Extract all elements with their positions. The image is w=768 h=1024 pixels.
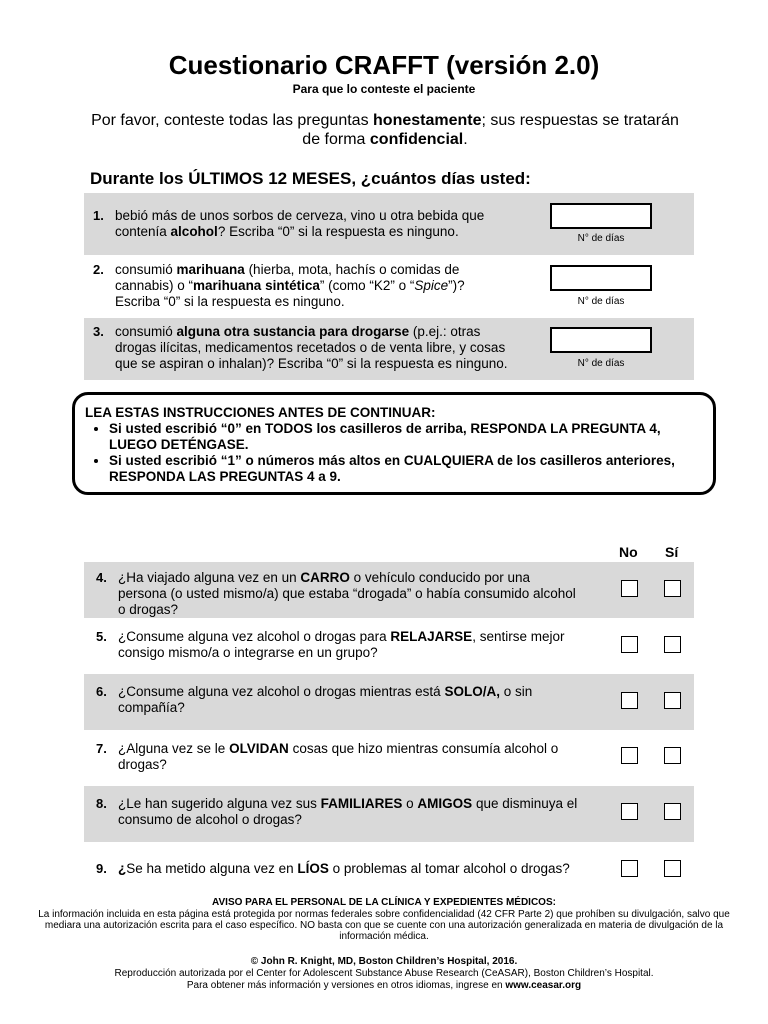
text-bold: OLVIDAN — [229, 741, 289, 756]
days-input-box[interactable] — [550, 203, 652, 229]
text-part: que disminuya el consumo de alcohol o drogas? — [118, 796, 578, 827]
copyright: © John R. Knight, MD, Boston Children’s Hospital, 2016. — [250, 956, 518, 967]
no-checkbox[interactable] — [621, 692, 638, 709]
text-bold: RELAJARSE — [390, 629, 473, 644]
question-text — [115, 324, 510, 372]
question-number: 1. — [93, 208, 104, 223]
page-title: Cuestionario CRAFFT (versión 2.0) — [168, 50, 600, 80]
text-part: o vehículo conducido por una persona (o usted mismo/a) que estaba “drogada” o había consumido alcohol o drogas? — [118, 570, 576, 617]
question-text — [118, 684, 578, 716]
question-number: 5. — [96, 629, 107, 644]
si-checkbox[interactable] — [664, 803, 681, 820]
instructions-list — [85, 421, 703, 485]
instructions-heading: LEA ESTAS INSTRUCCIONES ANTES DE CONTINUAR: — [85, 405, 436, 420]
days-input-box[interactable] — [550, 327, 652, 353]
text-bold: alcohol — [170, 224, 218, 239]
no-column-header: No — [619, 544, 638, 560]
question-number: 2. — [93, 262, 104, 277]
question-text — [115, 262, 510, 310]
reproduction-note: Reproducción autorizada por el Center for Adolescent Substance Abuse Research (CeASAR), Boston Children’s Hospital. — [114, 968, 654, 979]
yesno-question-row — [84, 786, 694, 842]
text-bold: SOLO/A, — [444, 684, 500, 699]
text-italic: Spice — [414, 278, 449, 293]
intro-bold: confidencial — [369, 131, 464, 148]
si-checkbox[interactable] — [664, 747, 681, 764]
intro-part: Por favor, conteste todas las preguntas — [91, 112, 374, 129]
question-number: 3. — [93, 324, 104, 339]
text-part: ” (como “K2” o “ — [319, 278, 415, 293]
more-info-text: Para obtener más información y versiones en otros idiomas, ingrese en — [186, 980, 506, 991]
text-part: ¿Consume alguna vez alcohol o drogas mientras está — [118, 684, 445, 699]
question-number: 4. — [96, 570, 107, 585]
text-bold: LÍOS — [297, 861, 329, 876]
question-number: 9. — [96, 861, 107, 876]
yesno-question-row — [84, 562, 694, 618]
text-bold: FAMILIARES — [320, 796, 403, 811]
si-checkbox[interactable] — [664, 636, 681, 653]
text-part: o — [402, 796, 418, 811]
no-checkbox[interactable] — [621, 860, 638, 877]
text-part: ¿Ha viajado alguna vez en un — [118, 570, 301, 585]
text-bold: AMIGOS — [417, 796, 473, 811]
text-part: o problemas al tomar alcohol o drogas? — [328, 861, 570, 876]
question-text — [118, 570, 578, 618]
text-part: , sentirse mejor consigo mismo/a o integrarse en un grupo? — [118, 629, 565, 660]
text-part: consumió — [115, 262, 177, 277]
instructions-box — [72, 392, 716, 495]
no-checkbox[interactable] — [621, 747, 638, 764]
days-input-box[interactable] — [550, 265, 652, 291]
more-info — [20, 980, 748, 991]
intro-bold: honestamente — [373, 112, 482, 129]
days-label: N° de días — [577, 233, 625, 244]
si-column-header: Sí — [665, 544, 679, 560]
days-question-row — [84, 318, 694, 380]
text-part: bebió más de unos sorbos de cerveza, vino u otra bebida que contenía — [115, 208, 485, 239]
intro-part: . — [463, 131, 468, 148]
days-question-row — [84, 256, 694, 317]
no-checkbox[interactable] — [621, 636, 638, 653]
si-checkbox[interactable] — [664, 580, 681, 597]
text-bold: ¿ — [118, 861, 127, 876]
yesno-question-row — [84, 619, 694, 673]
question-text — [118, 861, 578, 877]
website-link[interactable]: www.ceasar.org — [505, 980, 582, 991]
section-heading: Durante los ÚLTIMOS 12 MESES, ¿cuántos días usted: — [90, 169, 531, 188]
text-part: Se ha metido alguna vez en — [126, 861, 298, 876]
yesno-question-row — [84, 674, 694, 730]
instruction-item: • Si usted escribió “0” en TODOS los casilleros de arriba, RESPONDA LA PREGUNTA 4, LUEGO DETÉNGASE. — [109, 421, 703, 453]
days-label: N° de días — [577, 296, 625, 307]
text-bold: CARRO — [300, 570, 350, 585]
yesno-question-row — [84, 731, 694, 785]
question-text — [118, 629, 578, 661]
text-part: ”)? Escriba “0” si la respuesta es ninguno. — [115, 278, 465, 309]
question-text — [118, 741, 578, 773]
si-checkbox[interactable] — [664, 860, 681, 877]
question-number: 8. — [96, 796, 107, 811]
notice-heading: AVISO PARA EL PERSONAL DE LA CLÍNICA Y EXPEDIENTES MÉDICOS: — [212, 897, 556, 908]
instruction-item: • Si usted escribió “1” o números más altos en CUALQUIERA de los casilleros anteriores, RESPONDA LAS PREGUNTAS 4 a 9. — [109, 453, 703, 485]
notice-text: La información incluida en esta página está protegida por normas federales sobre confidencialidad (42 CFR Parte 2) que prohíben su divulgación, salvo que mediara una autorización escrita para el caso específico. NO basta con que se cuente con una autorización generalizada en materia de divulgación de la información médica. — [38, 909, 730, 942]
yesno-question-row — [84, 843, 694, 891]
text-part: ¿Le han sugerido alguna vez sus — [118, 796, 321, 811]
text-bold: marihuana — [176, 262, 245, 277]
question-text — [115, 208, 510, 240]
text-part: cosas que hizo mientras consumía alcohol o drogas? — [118, 741, 559, 772]
text-bold: marihuana sintética — [193, 278, 320, 293]
page-subtitle: Para que lo conteste el paciente — [292, 82, 476, 96]
days-question-row — [84, 193, 694, 255]
text-part: o sin compañía? — [118, 684, 533, 715]
text-part: ? Escriba “0” si la respuesta es ninguno. — [217, 224, 459, 239]
text-part: (hierba, mota, hachís o comidas de cannabis) o “ — [115, 262, 460, 293]
intro-text — [90, 111, 680, 149]
no-checkbox[interactable] — [621, 580, 638, 597]
intro-part: ; sus respuestas se tratarán de forma — [302, 112, 679, 148]
question-number: 7. — [96, 741, 107, 756]
question-text — [118, 796, 578, 828]
no-checkbox[interactable] — [621, 803, 638, 820]
days-label: N° de días — [577, 358, 625, 369]
text-part: ¿Consume alguna vez alcohol o drogas para — [118, 629, 391, 644]
text-part: consumió — [115, 324, 177, 339]
text-part: ¿Alguna vez se le — [118, 741, 230, 756]
question-number: 6. — [96, 684, 107, 699]
si-checkbox[interactable] — [664, 692, 681, 709]
text-bold: alguna otra sustancia para drogarse — [176, 324, 410, 339]
text-part: (p.ej.: otras drogas ilícitas, medicamentos recetados o de venta libre, y cosas que se aspiran o inhalan)? Escriba “0” si la respuesta es ninguno. — [115, 324, 508, 371]
